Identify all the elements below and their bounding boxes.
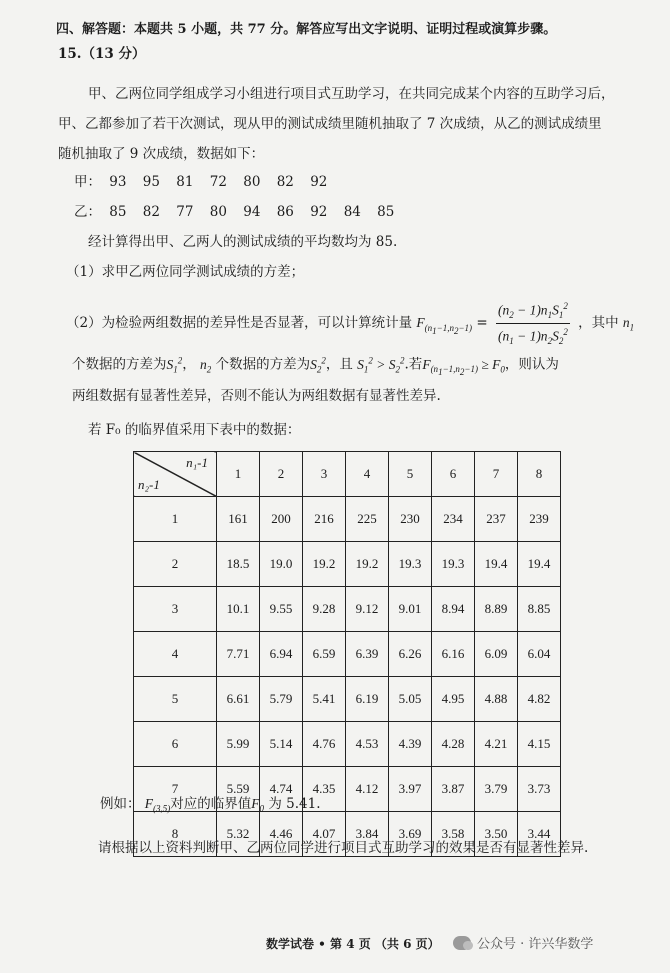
f-3-5-symbol: $F_{(3,5)}$ xyxy=(144,796,171,814)
row-header: 1 xyxy=(134,497,217,542)
table-cell: 19.3 xyxy=(389,542,432,587)
table-cell: 4.39 xyxy=(389,722,432,767)
f0-symbol: $F_0$ xyxy=(251,796,265,814)
table-cell: 6.19 xyxy=(346,677,389,722)
yi-score: 85 xyxy=(377,204,395,220)
table-cell: 3.79 xyxy=(475,767,518,812)
table-cell: 19.4 xyxy=(475,542,518,587)
intro-line-3: 随机抽取了 9 次成绩，数据如下： xyxy=(58,146,265,162)
table-cell: 4.21 xyxy=(475,722,518,767)
table-cell: 3.58 xyxy=(432,812,475,857)
s2-squared: $S_2^2$ xyxy=(310,355,326,375)
column-axis-label: n₁-1 xyxy=(186,455,208,470)
table-cell: 4.15 xyxy=(518,722,561,767)
column-header: 2 xyxy=(260,452,303,497)
table-cell: 9.55 xyxy=(260,587,303,632)
table-cell: 3.73 xyxy=(518,767,561,812)
part-2-suffix: ，其中 xyxy=(578,315,619,332)
table-cell: 4.07 xyxy=(303,812,346,857)
yi-score: 77 xyxy=(176,204,194,220)
table-cell: 6.16 xyxy=(432,632,475,677)
section-heading: 四、解答题：本题共 5 小题，共 77 分。解答应写出文字说明、证明过程或演算步骤。 xyxy=(56,22,557,37)
text-fragment: ，则认为 xyxy=(504,356,559,373)
jia-score: 93 xyxy=(109,174,127,190)
part-2-line-3: 两组数据有显著性差异，否则不能认为两组数据有显著性差异. xyxy=(72,388,441,404)
f-statistic-formula: $\frac{(n_2 - 1)n_1S_1^2}{(n_1 - 1)n_2S_2^2}$ xyxy=(496,298,570,349)
column-header: 6 xyxy=(432,452,475,497)
row-header: 4 xyxy=(134,632,217,677)
n2-symbol: $n_2$ xyxy=(200,356,212,375)
table-cell: 9.28 xyxy=(303,587,346,632)
text-fragment: 个数据的方差为 xyxy=(72,356,167,373)
table-cell: 6.94 xyxy=(260,632,303,677)
critical-inequality: $F_{(n_1-1,n_2-1)} \ge F_0$ xyxy=(422,356,505,377)
page-footer: 数学试卷 • 第 4 页 （共 6 页） xyxy=(266,937,440,951)
part-2-prefix: （2）为检验两组数据的差异性是否显著，可以计算统计量 xyxy=(66,315,413,332)
table-cell: 4.28 xyxy=(432,722,475,767)
table-cell: 234 xyxy=(432,497,475,542)
table-header-row xyxy=(134,452,561,497)
watermark xyxy=(453,933,593,952)
column-header: 5 xyxy=(389,452,432,497)
table-cell: 9.01 xyxy=(389,587,432,632)
question-number: 15.（13 分） xyxy=(58,46,146,62)
table-cell: 9.12 xyxy=(346,587,389,632)
part-1: （1）求甲乙两位同学测试成绩的方差； xyxy=(66,264,305,280)
table-row xyxy=(134,587,561,632)
jia-score: 81 xyxy=(176,174,194,190)
table-cell: 5.79 xyxy=(260,677,303,722)
table-row xyxy=(134,497,561,542)
table-cell: 6.04 xyxy=(518,632,561,677)
part-2-line-1: （2）为检验两组数据的差异性是否显著，可以计算统计量 $F_{(n_1-1,n_2-1)}$ = $\frac{(n_2 - 1)n_1S_1^2}{(n_1 - 1)n_2S_2^2}$ ，其中 $n_1$ xyxy=(66,298,634,349)
table-cell: 3.50 xyxy=(475,812,518,857)
table-cell: 5.05 xyxy=(389,677,432,722)
table-cell: 216 xyxy=(303,497,346,542)
variance-inequality: $S_1^2 > S_2^2$ xyxy=(357,355,405,375)
table-cell: 4.53 xyxy=(346,722,389,767)
table-cell: 239 xyxy=(518,497,561,542)
table-cell: 4.95 xyxy=(432,677,475,722)
table-cell: 6.59 xyxy=(303,632,346,677)
example-line xyxy=(100,794,321,819)
text-fragment: .若 xyxy=(404,356,423,373)
table-cell: 4.88 xyxy=(475,677,518,722)
table-cell: 4.82 xyxy=(518,677,561,722)
jia-score: 95 xyxy=(142,174,160,190)
table-cell: 3.97 xyxy=(389,767,432,812)
yi-score: 94 xyxy=(243,204,261,220)
column-header: 1 xyxy=(217,452,260,497)
jia-label: 甲： xyxy=(74,174,101,190)
table-cell: 5.59 xyxy=(217,767,260,812)
row-axis-label: n₂-1 xyxy=(138,477,160,492)
part-2-line-2: 个数据的方差为$S_1^2$， $n_2$ 个数据的方差为$S_2^2$，且 $S_1^2 > S_2^2$.若$F_{(n_1-1,n_2-1)} \ge F_0$，则认为 xyxy=(72,355,559,377)
example-prefix: 例如： xyxy=(100,796,141,812)
row-header: 5 xyxy=(134,677,217,722)
table-cell: 200 xyxy=(260,497,303,542)
yi-score: 85 xyxy=(109,204,127,220)
jia-score: 82 xyxy=(276,174,294,190)
table-cell: 19.2 xyxy=(303,542,346,587)
table-cell: 3.69 xyxy=(389,812,432,857)
table-cell: 4.76 xyxy=(303,722,346,767)
table-cell: 6.61 xyxy=(217,677,260,722)
table-cell: 19.0 xyxy=(260,542,303,587)
row-header: 3 xyxy=(134,587,217,632)
row-header: 8 xyxy=(134,812,217,857)
table-cell: 19.4 xyxy=(518,542,561,587)
row-header: 2 xyxy=(134,542,217,587)
f-statistic-symbol: $F_{(n_1-1,n_2-1)}$ xyxy=(416,315,473,336)
table-row xyxy=(134,542,561,587)
yi-score: 82 xyxy=(142,204,160,220)
n1-symbol: $n_1$ xyxy=(622,315,635,333)
text-fragment: ，且 xyxy=(325,356,353,373)
row-header: 7 xyxy=(134,767,217,812)
table-cell: 10.1 xyxy=(217,587,260,632)
yi-score: 84 xyxy=(343,204,361,220)
s1-squared: $S_1^2$ xyxy=(166,355,183,375)
table-cell: 5.14 xyxy=(260,722,303,767)
watermark-text: 公众号 · 许兴华数学 xyxy=(477,937,594,952)
wechat-icon xyxy=(453,936,471,950)
yi-scores-row xyxy=(74,202,406,222)
column-header: 4 xyxy=(346,452,389,497)
intro-line-1: 甲、乙两位同学组成学习小组进行项目式互助学习，在共同完成某个内容的互助学习后， xyxy=(88,86,615,102)
table-cell: 4.35 xyxy=(303,767,346,812)
mean-statement: 经计算得出甲、乙两人的测试成绩的平均数均为 85. xyxy=(88,234,398,250)
jia-score: 80 xyxy=(243,174,261,190)
table-cell: 8.85 xyxy=(518,587,561,632)
yi-score: 86 xyxy=(276,204,294,220)
table-cell: 6.26 xyxy=(389,632,432,677)
column-header: 8 xyxy=(518,452,561,497)
table-row xyxy=(134,632,561,677)
table-intro: 若 F₀ 的临界值采用下表中的数据： xyxy=(88,422,301,438)
table-cell: 230 xyxy=(389,497,432,542)
intro-line-2: 甲、乙都参加了若干次测试，现从甲的测试成绩里随机抽取了 7 次成绩，从乙的测试成绩里 xyxy=(58,116,602,132)
table-cell: 3.44 xyxy=(518,812,561,857)
table-row xyxy=(134,677,561,722)
table-cell: 237 xyxy=(475,497,518,542)
table-cell: 161 xyxy=(217,497,260,542)
table-cell: 19.2 xyxy=(346,542,389,587)
column-header: 3 xyxy=(303,452,346,497)
table-cell: 18.5 xyxy=(217,542,260,587)
jia-score: 72 xyxy=(209,174,227,190)
table-cell: 5.41 xyxy=(303,677,346,722)
table-cell: 5.32 xyxy=(217,812,260,857)
table-cell: 6.39 xyxy=(346,632,389,677)
table-cell: 6.09 xyxy=(475,632,518,677)
jia-score: 92 xyxy=(310,174,328,190)
example-middle: 对应的临界值 xyxy=(170,796,252,812)
conclusion-question: 请根据以上资料判断甲、乙两位同学进行项目式互助学习的效果是否有显著性差异. xyxy=(98,840,589,856)
yi-label: 乙： xyxy=(74,204,101,220)
table-cell: 4.46 xyxy=(260,812,303,857)
table-corner-cell xyxy=(134,452,217,497)
column-header: 7 xyxy=(475,452,518,497)
example-value: 为 5.41. xyxy=(268,796,321,812)
jia-scores-row xyxy=(74,172,339,192)
yi-score: 92 xyxy=(310,204,328,220)
text-fragment: 个数据的方差为 xyxy=(215,356,311,373)
table-cell: 8.94 xyxy=(432,587,475,632)
yi-score: 80 xyxy=(209,204,227,220)
table-cell: 225 xyxy=(346,497,389,542)
table-cell: 4.74 xyxy=(260,767,303,812)
table-cell: 19.3 xyxy=(432,542,475,587)
row-header: 6 xyxy=(134,722,217,767)
table-cell: 5.99 xyxy=(217,722,260,767)
table-cell: 4.12 xyxy=(346,767,389,812)
table-cell: 3.84 xyxy=(346,812,389,857)
table-row xyxy=(134,722,561,767)
table-cell: 8.89 xyxy=(475,587,518,632)
table-cell: 7.71 xyxy=(217,632,260,677)
table-cell: 3.87 xyxy=(432,767,475,812)
